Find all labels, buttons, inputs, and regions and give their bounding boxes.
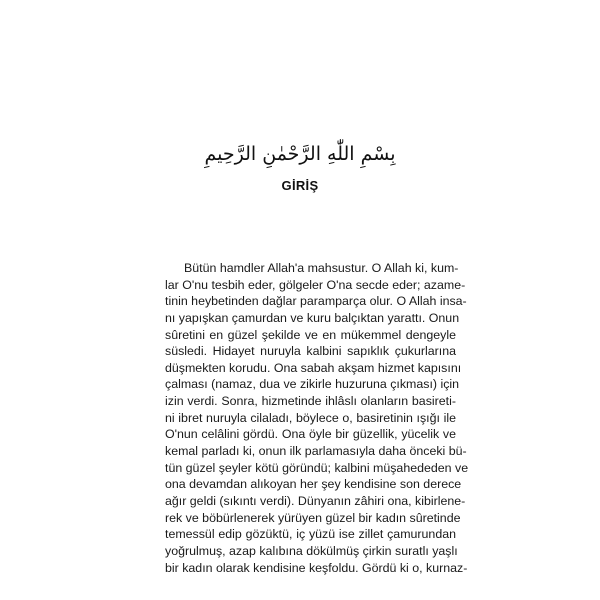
paragraph-line: süsledi. Hidayet nuruyla kalbini sapıklık çukurlarına <box>165 344 456 359</box>
paragraph-line: ona devamdan alıkoyan her şey kendisine son derece <box>165 477 462 492</box>
paragraph-line: ni ibret nuruyla cilaladı, böylece o, basiretinin ışığı ile <box>165 410 456 425</box>
basmala-calligraphy: بِسْمِ اللّٰهِ الرَّحْمٰنِ الرَّحِيمِ <box>204 143 396 165</box>
paragraph-line: izin verdi. Sonra, hizmetinde ihlâslı olanların basireti- <box>165 394 456 409</box>
paragraph-line: yoğrulmuş, azap kalıbına dökülmüş çirkin suratlı yaşlı <box>165 543 458 558</box>
paragraph-line: lar O'nu tesbih eder, gölgeler O'na secde eder; azame- <box>165 277 466 292</box>
paragraph-line: rek ve böbürlenerek yürüyen güzel bir kadın sûretinde <box>165 510 461 525</box>
body-paragraph <box>165 260 469 576</box>
paragraph-line: çalması (namaz, dua ve zikirle huzuruna çıkması) için <box>165 377 460 392</box>
paragraph-line: sûretini en güzel şekilde ve en mükemmel dengeyle <box>165 327 456 342</box>
paragraph-line: temessül edip gözüktü, iç yüzü ise zillet çamurundan <box>165 527 456 542</box>
paragraph-line: düşmekten korudu. Ona sabah akşam hizmet kapısını <box>165 360 462 375</box>
paragraph-line: nı yapışkan çamurdan ve kuru balçıktan yarattı. Onun <box>165 310 460 325</box>
paragraph-line: tinin heybetinden dağlar paramparça olur. O Allah insa- <box>165 294 467 309</box>
paragraph-line: Bütün hamdler Allah'a mahsustur. O Allah ki, kum- <box>184 261 459 275</box>
chapter-title: GİRİŞ <box>281 178 319 193</box>
paragraph-line: O'nun celâlini gördü. Ona öyle bir güzellik, yücelik ve <box>165 427 456 442</box>
paragraph-line: kemal parladı ki, onun ilk parlamasıyla daha önceki bü- <box>165 444 467 459</box>
paragraph-line: tün güzel şeyler kötü göründü; kalbini müşahededen ve <box>165 460 469 475</box>
paragraph-line: bir kadın olarak kendisine keşfoldu. Gördü ki o, kurnaz- <box>165 560 468 575</box>
paragraph-line: ağır geldi (sıkıntı verdi). Dünyanın zâhiri ona, kibirlene- <box>165 493 466 508</box>
